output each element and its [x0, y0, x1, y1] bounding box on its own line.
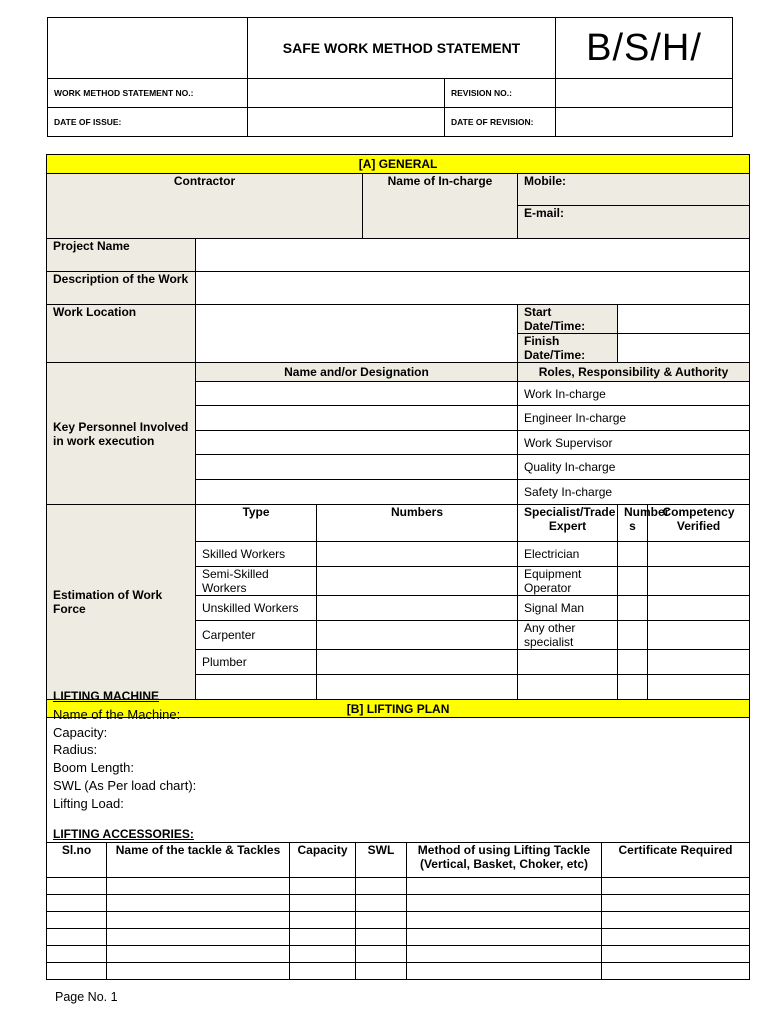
- acc-cell[interactable]: [107, 912, 290, 929]
- wms-no-label: WORK METHOD STATEMENT NO.:: [48, 79, 248, 108]
- wf-specialist-item: [518, 650, 618, 675]
- machine-field-label: Name of the Machine:: [53, 706, 181, 722]
- acc-cell[interactable]: [290, 946, 356, 963]
- date-of-revision-label: DATE OF REVISION:: [445, 108, 556, 137]
- lifting-machine-block: [53, 688, 196, 843]
- wf-type-item: Carpenter: [196, 621, 317, 650]
- acc-cell[interactable]: [356, 912, 407, 929]
- acc-cell[interactable]: [407, 963, 602, 980]
- accessory-row[interactable]: [47, 878, 750, 895]
- wf-number-field[interactable]: [317, 542, 518, 567]
- date-of-issue-field[interactable]: [248, 108, 445, 137]
- work-location-field[interactable]: [196, 305, 518, 363]
- personnel-name-field[interactable]: [196, 382, 518, 406]
- acc-cell[interactable]: [602, 963, 750, 980]
- acc-cell[interactable]: [407, 946, 602, 963]
- wf-competency-header: Competency Verified: [648, 505, 750, 542]
- description-label: Description of the Work: [47, 272, 196, 305]
- revision-no-label: REVISION NO.:: [445, 79, 556, 108]
- wf-number-field[interactable]: [317, 621, 518, 650]
- revision-no-field[interactable]: [556, 79, 733, 108]
- wf-number-field[interactable]: [317, 650, 518, 675]
- wf-number2-field[interactable]: [618, 542, 648, 567]
- wf-number2-field[interactable]: [618, 621, 648, 650]
- incharge-label: Name of In-charge: [363, 174, 518, 239]
- wf-competency-field[interactable]: [648, 542, 750, 567]
- project-name-field[interactable]: [196, 239, 750, 272]
- roles-header: Roles, Responsibility & Authority: [518, 363, 750, 382]
- contractor-label: Contractor: [47, 174, 363, 239]
- wms-no-field[interactable]: [248, 79, 445, 108]
- role-item: Work In-charge: [518, 382, 750, 406]
- general-table: [46, 154, 750, 718]
- acc-cell[interactable]: [407, 912, 602, 929]
- acc-cell[interactable]: [602, 912, 750, 929]
- accessory-row[interactable]: [47, 963, 750, 980]
- email-label: E-mail:: [518, 206, 750, 239]
- acc-cell[interactable]: [602, 946, 750, 963]
- acc-cell[interactable]: [407, 878, 602, 895]
- description-field[interactable]: [196, 272, 750, 305]
- accessory-row[interactable]: [47, 895, 750, 912]
- role-item: Quality In-charge: [518, 455, 750, 480]
- acc-cell[interactable]: [47, 929, 107, 946]
- accessories-table: [46, 842, 750, 980]
- acc-cell[interactable]: [602, 929, 750, 946]
- wf-type-item: Skilled Workers: [196, 542, 317, 567]
- machine-field-label: SWL (As Per load chart):: [53, 777, 197, 793]
- acc-cell[interactable]: [107, 878, 290, 895]
- header-blank-cell: [48, 18, 248, 79]
- accessory-row[interactable]: [47, 946, 750, 963]
- finish-datetime-label: Finish Date/Time:: [518, 334, 618, 363]
- logo-text: B/S/H/: [556, 18, 733, 79]
- start-datetime-label: Start Date/Time:: [518, 305, 618, 334]
- wf-specialist-item: Any other specialist: [518, 621, 618, 650]
- lifting-accessories-heading: LIFTING ACCESSORIES:: [53, 826, 194, 841]
- wf-number2-field[interactable]: [618, 567, 648, 596]
- wf-competency-field[interactable]: [648, 567, 750, 596]
- acc-cell[interactable]: [356, 878, 407, 895]
- wf-type-item: Plumber: [196, 650, 317, 675]
- acc-cell[interactable]: [290, 912, 356, 929]
- personnel-name-field[interactable]: [196, 406, 518, 431]
- acc-cell[interactable]: [47, 946, 107, 963]
- acc-cell[interactable]: [47, 963, 107, 980]
- machine-field-label: Capacity:: [53, 724, 108, 740]
- personnel-name-field[interactable]: [196, 480, 518, 505]
- acc-cell[interactable]: [356, 946, 407, 963]
- section-a-title: [A] GENERAL: [47, 155, 750, 174]
- document-title: SAFE WORK METHOD STATEMENT: [248, 18, 556, 79]
- lifting-machine-heading: LIFTING MACHINE: [53, 689, 159, 703]
- acc-swl-header: SWL: [356, 843, 407, 878]
- acc-cell[interactable]: [47, 912, 107, 929]
- date-of-issue-label: DATE OF ISSUE:: [48, 108, 248, 137]
- personnel-name-field[interactable]: [196, 455, 518, 480]
- acc-cell[interactable]: [47, 878, 107, 895]
- acc-capacity-header: Capacity: [290, 843, 356, 878]
- acc-method-header: Method of using Lifting Tackle (Vertical, Basket, Choker, etc): [407, 843, 602, 878]
- date-of-revision-field[interactable]: [556, 108, 733, 137]
- wf-specialist-item: Equipment Operator: [518, 567, 618, 596]
- wf-competency-field[interactable]: [648, 621, 750, 650]
- personnel-name-field[interactable]: [196, 431, 518, 455]
- role-item: Engineer In-charge: [518, 406, 750, 431]
- acc-cell[interactable]: [107, 929, 290, 946]
- acc-cell[interactable]: [356, 895, 407, 912]
- acc-cell[interactable]: [407, 895, 602, 912]
- accessory-row[interactable]: [47, 929, 750, 946]
- acc-cell[interactable]: [356, 929, 407, 946]
- section-b-title: [B] LIFTING PLAN: [47, 700, 750, 718]
- project-name-label: Project Name: [47, 239, 196, 272]
- acc-cell[interactable]: [107, 963, 290, 980]
- header-table: [47, 17, 733, 137]
- work-location-label: Work Location: [47, 305, 196, 363]
- accessory-row[interactable]: [47, 912, 750, 929]
- acc-certificate-header: Certificate Required: [602, 843, 750, 878]
- acc-cell[interactable]: [290, 878, 356, 895]
- name-designation-header: Name and/or Designation: [196, 363, 518, 382]
- wf-specialist-header: Specialist/Trade Expert: [518, 505, 618, 542]
- role-item: Safety In-charge: [518, 480, 750, 505]
- acc-cell[interactable]: [602, 878, 750, 895]
- wf-numbers2-header: Number s: [618, 505, 648, 542]
- wf-type-item: Semi-Skilled Workers: [196, 567, 317, 596]
- wf-numbers-header: Numbers: [317, 505, 518, 542]
- acc-name-header: Name of the tackle & Tackles: [107, 843, 290, 878]
- wf-number-field[interactable]: [317, 596, 518, 621]
- wf-number2-field[interactable]: [618, 650, 648, 675]
- wf-number2-field[interactable]: [618, 596, 648, 621]
- acc-cell[interactable]: [356, 963, 407, 980]
- acc-slno-header: Sl.no: [47, 843, 107, 878]
- wf-competency-field[interactable]: [648, 596, 750, 621]
- key-personnel-label: Key Personnel Involved in work execution: [47, 363, 196, 505]
- acc-cell[interactable]: [290, 929, 356, 946]
- wf-type-header: Type: [196, 505, 317, 542]
- wf-competency-field[interactable]: [648, 650, 750, 675]
- mobile-label: Mobile:: [518, 174, 750, 206]
- role-item: Work Supervisor: [518, 431, 750, 455]
- page-number: Page No. 1: [55, 990, 118, 1004]
- wf-specialist-item: Signal Man: [518, 596, 618, 621]
- wf-number-field[interactable]: [317, 567, 518, 596]
- wf-type-item: Unskilled Workers: [196, 596, 317, 621]
- acc-cell[interactable]: [107, 895, 290, 912]
- acc-cell[interactable]: [107, 946, 290, 963]
- finish-datetime-field[interactable]: [618, 334, 750, 363]
- start-datetime-field[interactable]: [618, 305, 750, 334]
- workforce-label: Estimation of Work Force: [47, 505, 196, 700]
- machine-field-label: Radius:: [53, 742, 98, 758]
- wf-specialist-item: Electrician: [518, 542, 618, 567]
- acc-cell[interactable]: [290, 963, 356, 980]
- acc-cell[interactable]: [290, 895, 356, 912]
- machine-field-label: Boom Length:: [53, 760, 134, 776]
- acc-cell[interactable]: [602, 895, 750, 912]
- acc-cell[interactable]: [47, 895, 107, 912]
- acc-cell[interactable]: [407, 929, 602, 946]
- machine-field-label: Lifting Load:: [53, 795, 124, 811]
